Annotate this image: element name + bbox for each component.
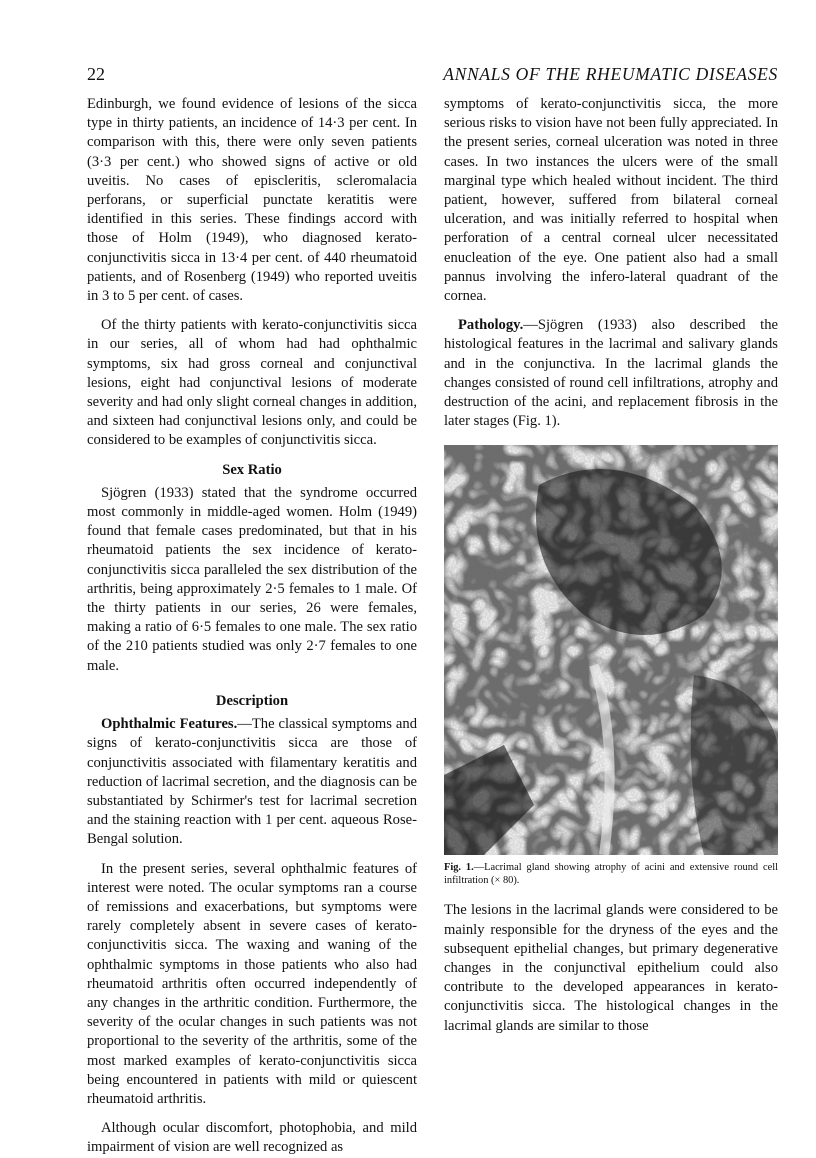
section-heading-sex-ratio: Sex Ratio <box>222 461 282 478</box>
paragraph: symptoms of kerato-conjunctivitis sicca, the more serious risks to vision have not been fully appreciated. In the present series, corneal ulceration was noted in three cases. In two instances the ulcers were of the small marginal type which healed without incident. The third patient, however, suffered from bilateral corneal ulceration, and was initially referred to hospital when perforation of a central corneal ulcer necessitated enucleation of the eye. One patient also had a small pannus involving the infero-lateral quadrant of the cornea. <box>444 96 778 305</box>
run-in-heading: Pathology. <box>458 317 524 334</box>
figure-caption-text: —Lacrimal gland showing atrophy of acini and extensive round cell infiltration (× 80). <box>444 862 778 887</box>
paragraph: Of the thirty patients with kerato-conjunctivitis sicca in our series, all of whom had had ophthalmic symptoms, six had gross corneal and conjunctival lesions, eight had conjunctival lesions of moderate severity and had only slight corneal changes in addition, and sixteen had conjunctival lesions only, and could be considered to be examples of conjunctivitis sicca. <box>87 317 417 449</box>
page-number: 22 <box>87 64 105 84</box>
paragraph: Although ocular discomfort, photophobia, and mild impairment of vision are well recognized as <box>87 1120 417 1156</box>
figure-caption <box>444 861 778 887</box>
paragraph-pathology <box>444 316 778 431</box>
paragraph: Sjögren (1933) stated that the syndrome occurred most commonly in middle-aged women. Holm (1949) found that female cases predominated, but that in his rheumatoid patients the sex incidence of kerato-conjunctivitis sicca paralleled the sex distribution of the arthritis, being approximately 2·5 females to 1 male. Of the thirty patients in our series, 26 were females, making a ratio of 6·5 females to one male. The sex ratio of the 210 patients studied was only 2·7 females to one male. <box>87 484 417 674</box>
run-in-heading: Ophthalmic Features. <box>101 716 238 733</box>
paragraph-text: —Sjögren (1933) also described the histological features in the lacrimal and salivary glands and in the conjunctiva. In the lacrimal glands the changes consisted of round cell infiltrations, atrophy and destruction of the acini, and replacement fibrosis in the later stages (Fig. 1). <box>444 317 778 430</box>
right-column <box>444 95 778 1036</box>
paragraph: The lesions in the lacrimal glands were considered to be mainly responsible for the dryness of the eyes and the subsequent epithelial changes, but primary degenerative changes in the conjunctival epithelium could also contribute to the developed appearances in kerato-conjunctivitis sicca. The histological changes in the lacrimal glands are similar to those <box>444 902 778 1034</box>
paragraph: In the present series, several ophthalmic features of interest were noted. The ocular symptoms ran a course of remissions and exacerbations, but symptoms were rarely completely absent in severe cases of kerato-conjunctivitis sicca. The waxing and waning of the ophthalmic symptoms in those patients who also had rheumatoid arthritis often occurred independently of any changes in the arthritic condition. Furthermore, the severity of the ocular changes in such patients was not proportional to the severity of the arthritis, some of the most marked examples of kerato-conjunctivitis sicca being encountered in patients with mild or quiescent rheumatoid arthritis. <box>87 860 417 1107</box>
running-header <box>87 64 778 88</box>
paragraph-ophthalmic-features <box>87 715 417 849</box>
micrograph-image <box>444 445 778 855</box>
micrograph-figure <box>444 445 778 855</box>
journal-title: ANNALS OF THE RHEUMATIC DISEASES <box>443 64 778 84</box>
left-column <box>87 95 417 1158</box>
section-heading-description: Description <box>215 692 289 709</box>
paragraph: Edinburgh, we found evidence of lesions of the sicca type in thirty patients, an incidence of 14·3 per cent. In comparison with this, there were only seven patients (3·3 per cent.) who showed signs of active or old uveitis. No cases of episcleritis, scleromalacia perforans, or superficial punctate keratitis were identified in this series. These findings accord with those of Holm (1949), who diagnosed kerato-conjunctivitis sicca in 13·4 per cent. of 440 rheumatoid patients, and of Rosenberg (1949) who reported uveitis in 3 to 5 per cent. of cases. <box>87 96 417 305</box>
figure-label: Fig. 1. <box>444 862 474 874</box>
paragraph-text: —The classical symptoms and signs of kerato-conjunctivitis sicca are those of conjunctivitis associated with filamentary keratitis and reduction of lacrimal secretion, and the diagnosis can be substantiated by Schirmer's test for lacrimal secretion and the staining reaction with 1 per cent. aqueous Rose-Bengal solution. <box>87 716 417 848</box>
